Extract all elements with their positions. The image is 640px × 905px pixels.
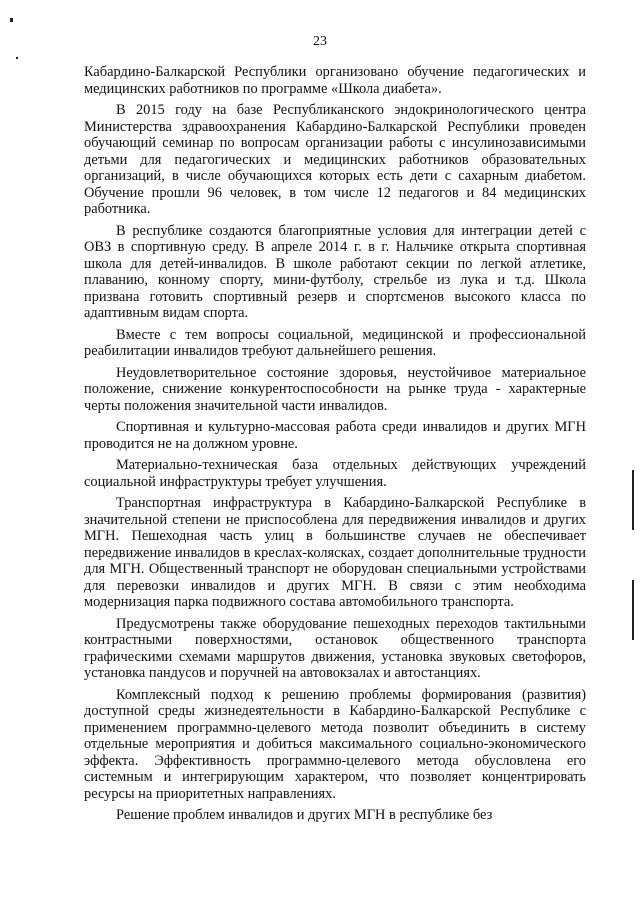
paragraph: Кабардино-Балкарской Республики организовано обучение педагогических и медицинских работников по программе «Школа диабета». [84,64,586,97]
scan-mark-right-lower [632,580,634,640]
paragraph: Неудовлетворительное состояние здоровья, неустойчивое материальное положение, снижение конкурентоспособности на рынке труда - характерные черты положения значительной части инвалидов. [84,364,586,414]
scan-mark-top-left [10,18,13,22]
paragraph: Транспортная инфраструктура в Кабардино-Балкарской Республике в значительной степени не приспособлена для передвижения инвалидов и других МГН. Пешеходная часть улиц в большинстве случаев не обеспечивает передвижение инвалидов в креслах-колясках, создает дополнительные трудности для МГН. Общественный транспорт не оборудован специальными устройствами для перевозки инвалидов и других МГН. В связи с этим необходима модернизация парка подвижного состава автомобильного транспорта. [84,495,586,610]
scan-mark-right [632,470,634,530]
paragraph: В республике создаются благоприятные условия для интеграции детей с ОВЗ в спортивную среду. В апреле 2014 г. в г. Нальчике открыта спортивная школа для детей-инвалидов. В школе работают секции по легкой атлетике, плаванию, конному спорту, мини-футболу, стрельбе из лука и т.д. Школа призвана готовить спортивный резерв и спортсменов высокого класса по адаптивным видам спорта. [84,222,586,321]
paragraph: В 2015 году на базе Республиканского эндокринологического центра Министерства здравоохранения Кабардино-Балкарской Республики проведен обучающий семинар по вопросам организации работы с инсулинозависимыми детьми для педагогических и медицинских работников образовательных организаций, в числе обучающихся которых есть дети с сахарным диабетом. Обучение прошли 96 человек, в том числе 12 педагогов и 84 медицинских работника. [84,102,586,217]
paragraph: Вместе с тем вопросы социальной, медицинской и профессиональной реабилитации инвалидов требуют дальнейшего решения. [84,326,586,359]
document-body [84,64,586,829]
scan-mark-left [16,57,18,59]
paragraph: Комплексный подход к решению проблемы формирования (развития) доступной среды жизнедеятельности в Кабардино-Балкарской Республике с применением программно-целевого метода позволит объединить в систему отдельные мероприятия и добиться максимального социально-экономического эффекта. Эффективность программно-целевого метода обусловлена его системным и интегрирующим характером, что позволяет концентрировать ресурсы на приоритетных направлениях. [84,686,586,802]
paragraph: Предусмотрены также оборудование пешеходных переходов тактильными контрастными поверхностями, остановок общественного транспорта графическими схемами маршрутов движения, установка звуковых светофоров, установка пандусов и поручней на автовокзалах и автостанциях. [84,615,586,681]
paragraph: Спортивная и культурно-массовая работа среди инвалидов и других МГН проводится не на должном уровне. [84,419,586,452]
paragraph: Материально-техническая база отдельных действующих учреждений социальной инфраструктуры требует улучшения. [84,457,586,490]
paragraph: Решение проблем инвалидов и других МГН в республике без [116,807,493,823]
page-number: 23 [313,34,327,49]
